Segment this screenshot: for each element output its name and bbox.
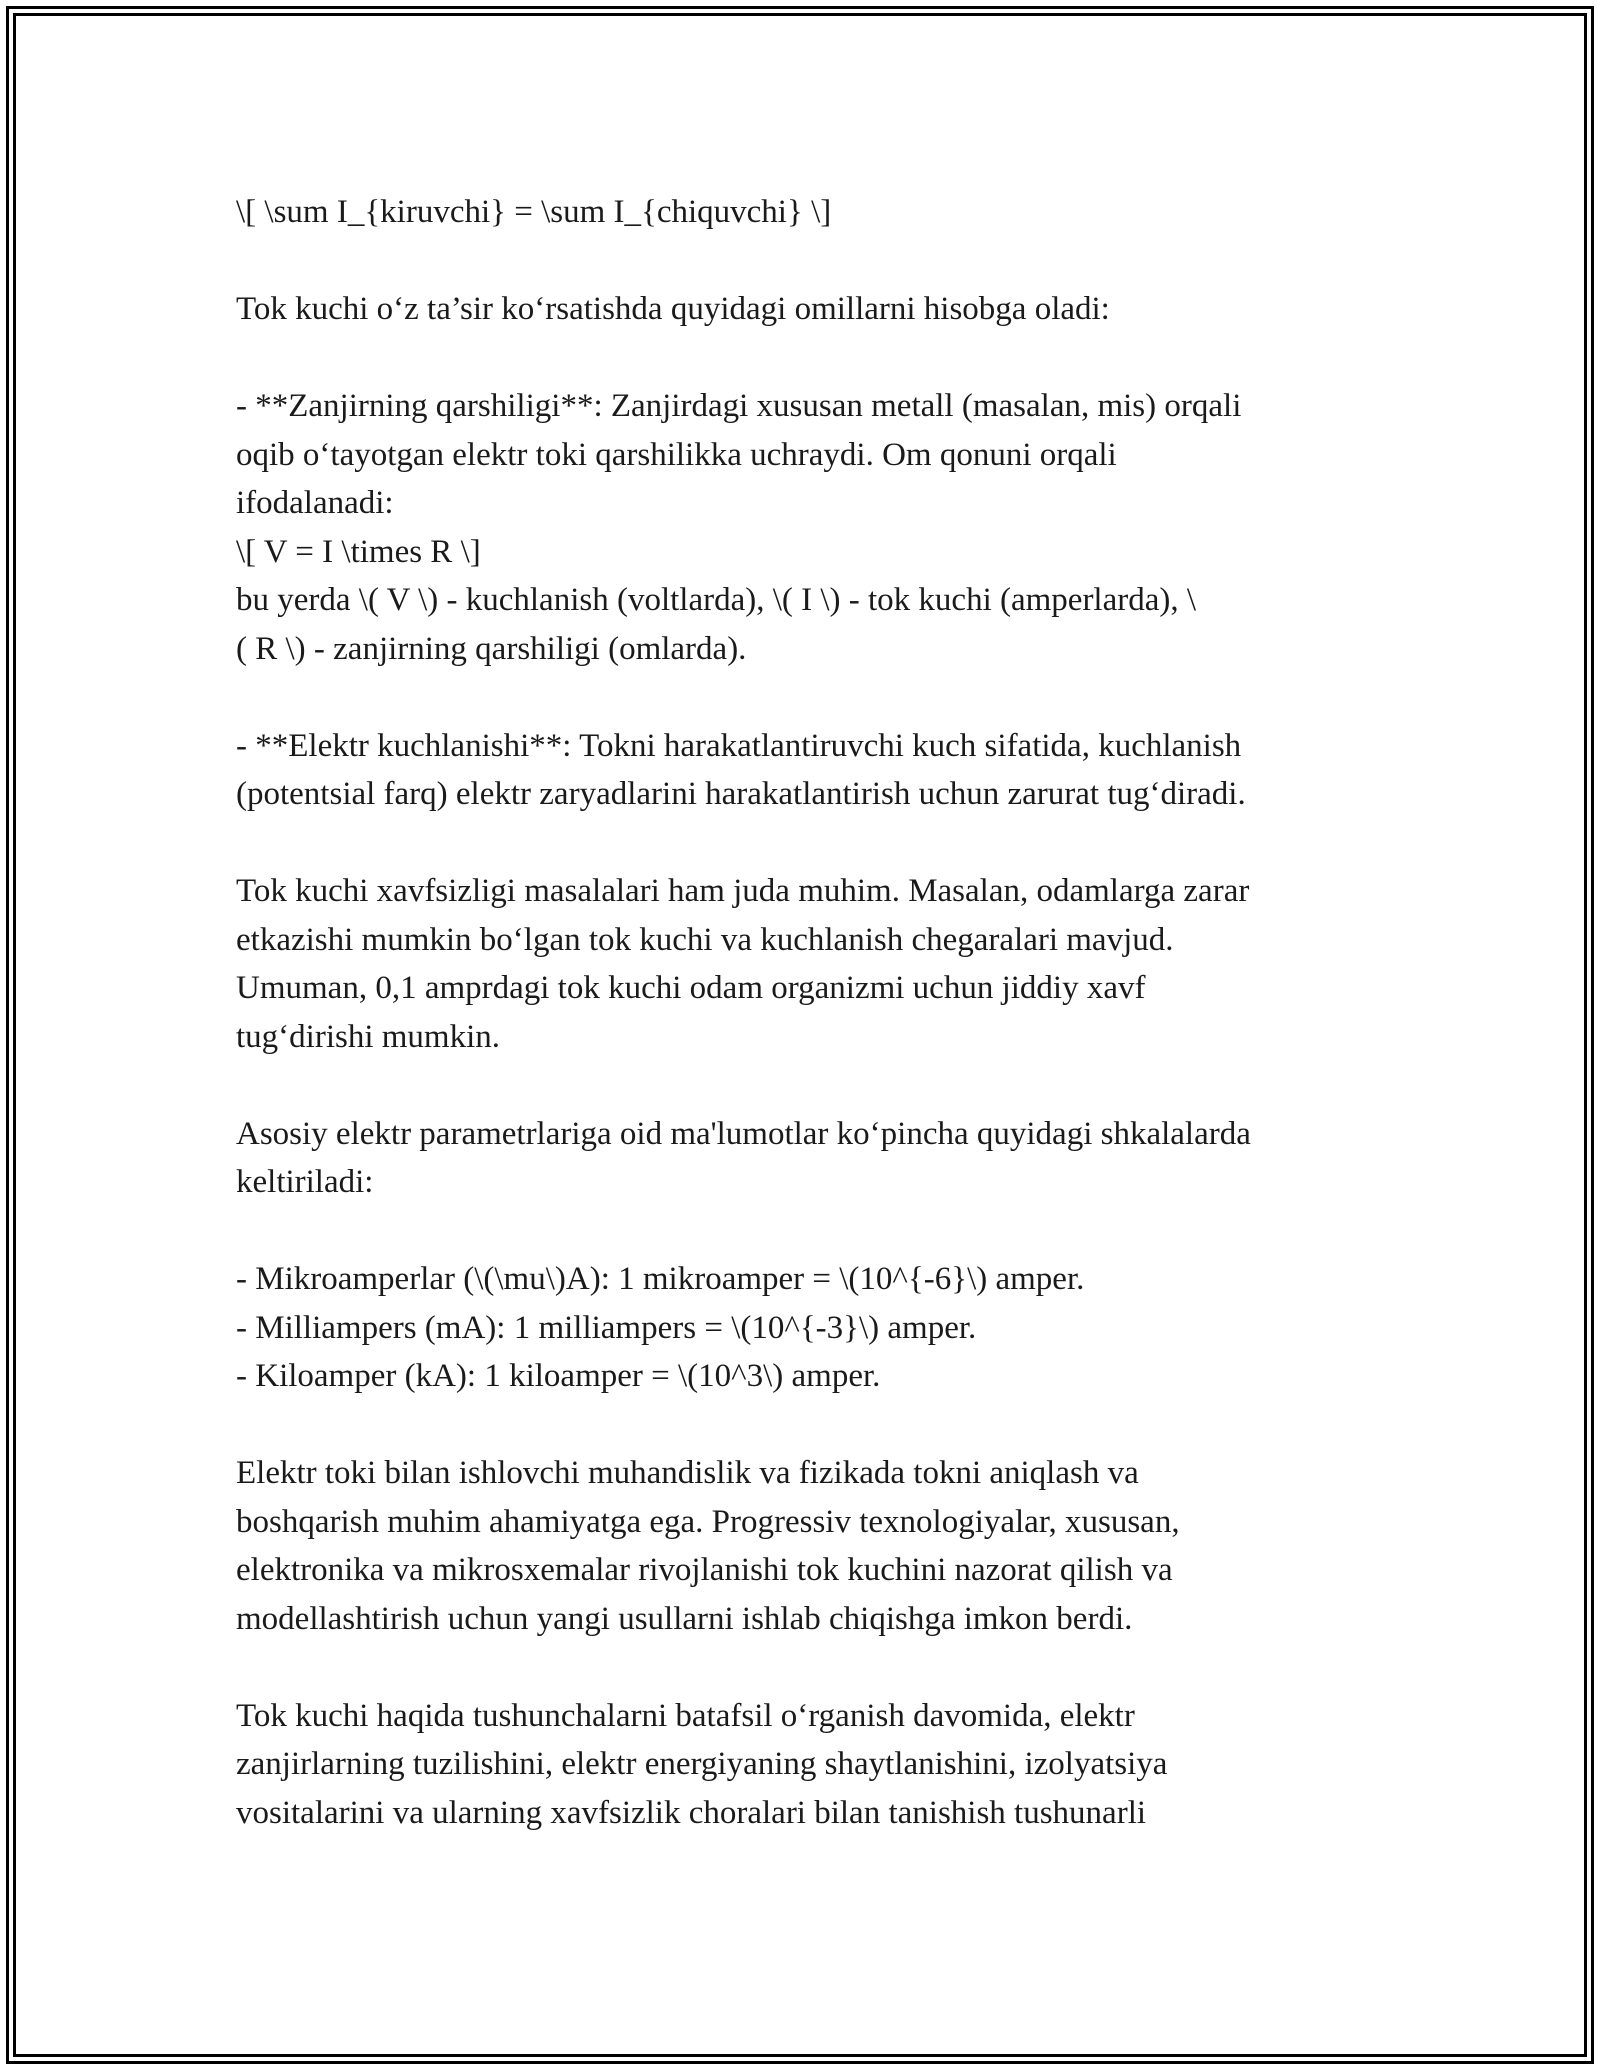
paragraph-gap	[236, 237, 1396, 286]
text-line: (potentsial farq) elektr zaryadlarini harakatlantirish uchun zarurat tug‘diradi.	[236, 776, 1246, 812]
formula-ohm: \[ V = I \times R \]	[236, 533, 481, 570]
text-line: Tok kuchi xavfsizligi masalalari ham juda muhim. Masalan, odamlarga zarar	[236, 873, 1250, 909]
paragraph-gap	[236, 819, 1396, 868]
list-item: - Mikroamperlar (\(\mu\)A): 1 mikroamper = \(10^{-6}\) amper.	[236, 1261, 1085, 1297]
text-line: Tok kuchi haqida tushunchalarni batafsil o‘rganish davomida, elektr	[236, 1697, 1135, 1734]
paragraph-gap	[236, 1207, 1396, 1256]
text-line: - **Elektr kuchlanishi**: Tokni harakatlantiruvchi kuch sifatida, kuchlanish	[236, 727, 1242, 764]
paragraph-gap	[236, 1401, 1396, 1450]
paragraph-gap	[236, 1061, 1396, 1110]
list-item: - Kiloamper (kA): 1 kiloamper = \(10^3\) amper.	[236, 1358, 881, 1394]
voltage-paragraph	[236, 722, 1396, 819]
text-line: - **Zanjirning qarshiligi**: Zanjirdagi xususan metall (masalan, mis) orqali	[236, 388, 1242, 424]
formula-kirchhoff: \[ \sum I_{kiruvchi} = \sum I_{chiquvchi} \]	[236, 194, 832, 230]
text-line: Asosiy elektr parametrlariga oid ma'lumotlar ko‘pincha quyidagi shkalalarda	[236, 1115, 1251, 1152]
text-line: zanjirlarning tuzilishini, elektr energiyaning shaytlanishini, izolyatsiya	[236, 1746, 1168, 1782]
resistance-paragraph	[236, 382, 1396, 673]
text-line: elektronika va mikrosxemalar rivojlanishi tok kuchini nazorat qilish va	[236, 1552, 1173, 1588]
scales-list	[236, 1255, 1396, 1401]
closing-paragraph	[236, 1692, 1396, 1838]
document-body	[236, 188, 1396, 1837]
text-line: Umuman, 0,1 amprdagi tok kuchi odam organizmi uchun jiddiy xavf	[236, 970, 1146, 1006]
text-line: tug‘dirishi mumkin.	[236, 1018, 500, 1055]
intro-paragraph: Tok kuchi o‘z ta’sir ko‘rsatishda quyidagi omillarni hisobga oladi:	[236, 291, 1110, 327]
text-line: boshqarish muhim ahamiyatga ega. Progressiv texnologiyalar, xususan,	[236, 1503, 1180, 1540]
text-line: Elektr toki bilan ishlovchi muhandislik va fizikada tokni aniqlash va	[236, 1455, 1139, 1491]
paragraph-gap	[236, 1643, 1396, 1692]
text-line: keltiriladi:	[236, 1164, 374, 1200]
paragraph-gap	[236, 673, 1396, 722]
text-line: bu yerda \( V \) - kuchlanish (voltlarda), \( I \) - tok kuchi (amperlarda), \	[236, 582, 1197, 618]
text-line: modellashtirish uchun yangi usullarni ishlab chiqishga imkon berdi.	[236, 1600, 1133, 1637]
safety-paragraph	[236, 867, 1396, 1061]
text-line: oqib o‘tayotgan elektr toki qarshilikka uchraydi. Om qonuni orqali	[236, 436, 1117, 473]
text-line: vositalarini va ularning xavfsizlik choralari bilan tanishish tushunarli	[236, 1794, 1147, 1831]
paragraph-gap	[236, 334, 1396, 383]
text-line: ( R \) - zanjirning qarshiligi (omlarda).	[236, 630, 747, 667]
text-line: etkazishi mumkin bo‘lgan tok kuchi va kuchlanish chegaralari mavjud.	[236, 921, 1174, 958]
scales-intro-paragraph	[236, 1110, 1396, 1207]
list-item: - Milliampers (mA): 1 milliampers = \(10^{-3}\) amper.	[236, 1309, 977, 1346]
text-line: ifodalanadi:	[236, 485, 394, 521]
engineering-paragraph	[236, 1449, 1396, 1643]
